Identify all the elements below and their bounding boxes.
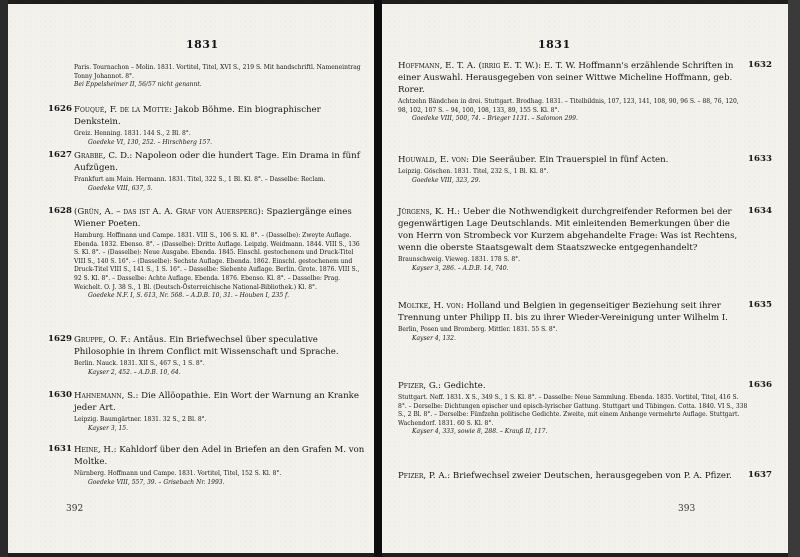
entry-title: Briefwechsel zweier Deutschen, herausgegeben von P. A. Pfizer. bbox=[450, 471, 732, 481]
entry-1629 bbox=[48, 334, 366, 377]
entry-details: Berlin. Nauck. 1831. XII S., 467 S., 1 S. 8°. bbox=[74, 360, 205, 367]
entry-number: 1635 bbox=[748, 300, 772, 310]
entry-author: Hahnemann, S.: bbox=[74, 391, 139, 401]
entry-number: 1637 bbox=[748, 470, 772, 480]
left-page bbox=[8, 4, 374, 553]
right-page-number: 393 bbox=[678, 504, 696, 514]
continuation-entry bbox=[74, 64, 366, 90]
entry-author: Gruppe, O. F.: bbox=[74, 335, 131, 345]
entry-1634 bbox=[398, 206, 772, 273]
entry-details: Paris. Tournachon – Molin. 1831. Vortitel, Titel, XVI S., 219 S. Mit handschriftl. Nameneintrag Tonny Johannot. 8°. bbox=[74, 64, 361, 80]
right-page bbox=[382, 4, 788, 553]
entry-1628 bbox=[48, 206, 366, 301]
right-page-year: 1831 bbox=[538, 38, 571, 51]
entry-number: 1636 bbox=[748, 380, 772, 390]
entry-title: Kahldorf über den Adel in Briefen an den Grafen M. von Moltke. bbox=[74, 445, 365, 467]
entry-title: Ueber die Nothwendigkeit durchgreifender Reformen bei der gegenwärtigen Lage Deutschlands. Mit einleitenden Bemerkungen über die von Herrn von Strombeck vor Kurzem abgehandelte Frage: Was ist Rechtens, wenn die oberste Staatsgewalt dem Staatszwecke entgegenhandelt? bbox=[398, 207, 738, 253]
entry-refs: Goedeke VIII, 637, 5. bbox=[88, 184, 153, 192]
scan-edge-left bbox=[0, 0, 8, 557]
entry-title: Antäus. Ein Briefwechsel über speculative Philosophie in ihrem Conflict mit Wissenschaft und Sprache. bbox=[74, 335, 339, 357]
entry-author: Moltke, H. von: bbox=[398, 301, 464, 311]
entry-author: Grabbe, C. D.: bbox=[74, 151, 133, 161]
entry-number: 1631 bbox=[48, 444, 72, 454]
entry-details: Stuttgart. Neff. 1831. X S., 349 S., 1 S. Kl. 8°. – Dasselbe: Neue Sammlung. Ebenda. 1835. Vortitel, Titel, 416 S. 8°. – Derselbe: Dichtungen epischer und episch-lyrischer Gattung. Stuttgart und Tübingen. Cotta. 1840. VI S., 338 S., 2 Bl. 8°. – Derselbe: Fünfzehn politische Gedichte. Zweite, mit einem Anhange vermehrte Auflage. Stuttgart. Wachendorf. 1831. 60 S. Kl. 8°. bbox=[398, 394, 748, 427]
entry-number: 1632 bbox=[748, 60, 772, 70]
entry-author: (Grün, A. – das ist A. A. Graf von Auersperg): bbox=[74, 207, 264, 217]
entry-details: Nürnberg. Hoffmann und Campe. 1831. Vortitel, Titel, 152 S. Kl. 8°. bbox=[74, 470, 282, 477]
entry-author: Hoffmann, E. T. A. (irrig E. T. W.): bbox=[398, 61, 542, 71]
entry-title: Die Allöopathie. Ein Wort der Warnung an Kranke jeder Art. bbox=[74, 391, 359, 413]
scan-edge-right bbox=[788, 0, 800, 557]
entry-details: Berlin, Posen und Bromberg. Mittler. 1831. 55 S. 8°. bbox=[398, 326, 558, 333]
entry-author: Pfizer, G.: bbox=[398, 381, 442, 391]
entry-details: Greiz. Henning. 1831. 144 S., 2 Bl. 8°. bbox=[74, 130, 191, 137]
entry-1627 bbox=[48, 150, 366, 193]
entry-refs: Goedeke VI, 130, 252. – Hirschberg 157. bbox=[88, 138, 213, 146]
entry-refs: Goedeke N.F. I, S. 613, Nr. 568. – A.D.B. 10, 31. – Houben I, 235 f. bbox=[88, 292, 289, 300]
entry-author: Jürgens, K. H.: bbox=[398, 207, 461, 217]
left-page-year: 1831 bbox=[186, 38, 219, 51]
entry-refs: Bei Eppelsheimer II, 56/57 nicht genannt. bbox=[74, 81, 202, 89]
entry-refs: Kayser 4, 333, sowie 8, 288. – Krauß II, 117. bbox=[412, 428, 548, 436]
entry-author: Houwald, E. von: bbox=[398, 155, 469, 165]
entry-number: 1633 bbox=[748, 154, 772, 164]
entry-title: Napoleon oder die hundert Tage. Ein Drama in fünf Aufzügen. bbox=[74, 151, 360, 173]
entry-details: Leipzig. Göschen. 1831. Titel, 232 S., 1 Bl. Kl. 8°. bbox=[398, 168, 549, 175]
entry-1630 bbox=[48, 390, 366, 433]
entry-refs: Kayser 4, 132. bbox=[412, 334, 456, 342]
entry-1637 bbox=[398, 470, 772, 482]
entry-number: 1634 bbox=[748, 206, 772, 216]
entry-1626 bbox=[48, 104, 366, 147]
book-gutter bbox=[374, 0, 382, 557]
entry-author: Heine, H.: bbox=[74, 445, 117, 455]
entry-title: E. T. W. Hoffmann's erzählende Schriften in einer Auswahl. Herausgegeben von seiner Wittwe Micheline Hoffmann, geb. Rorer. bbox=[398, 61, 734, 95]
entry-author: Fouqué, F. de la Motte: bbox=[74, 105, 172, 115]
entry-details: Frankfurt am Main. Hermann. 1831. Titel, 322 S., 1 Bl. Kl. 8°. – Dasselbe: Reclam. bbox=[74, 176, 326, 183]
entry-1633 bbox=[398, 154, 772, 185]
entry-author: Pfizer, P. A.: bbox=[398, 471, 451, 481]
entry-number: 1629 bbox=[48, 334, 72, 344]
entry-1635 bbox=[398, 300, 772, 343]
entry-1636 bbox=[398, 380, 772, 437]
entry-details: Leipzig. Baumgärtner. 1831. 32 S., 2 Bl. 8°. bbox=[74, 416, 207, 423]
entry-details: Achtzehn Bändchen in drei. Stuttgart. Brodhag. 1831. – Titelbildnis, 107, 123, 141, 108, 90, 96 S. – 88, 76, 120, 98, 102, 107 S. – 94, 100, 108, 133, 89, 155 S. Kl. 8°. bbox=[398, 98, 739, 114]
entry-title: Gedichte. bbox=[441, 381, 486, 391]
entry-title: Die Seeräuber. Ein Trauerspiel in fünf Acten. bbox=[468, 155, 669, 165]
entry-number: 1630 bbox=[48, 390, 72, 400]
entry-1631 bbox=[48, 444, 366, 487]
entry-refs: Goedeke VIII, 557, 39. – Grisebach Nr. 1993. bbox=[88, 478, 225, 486]
entry-number: 1627 bbox=[48, 150, 72, 160]
entry-title: Jakob Böhme. Ein biographischer Denkstein. bbox=[74, 105, 321, 127]
entry-title: Holland und Belgien in gegenseitiger Beziehung seit ihrer Trennung unter Philipp II. bis zu ihrer Wieder-Vereinigung unter Wilhelm I. bbox=[398, 301, 728, 323]
entry-number: 1628 bbox=[48, 206, 72, 216]
entry-details: Braunschweig. Vieweg. 1831. 178 S. 8°. bbox=[398, 256, 521, 263]
entry-number: 1626 bbox=[48, 104, 72, 114]
entry-refs: Kayser 3, 286. – A.D.B. 14, 740. bbox=[412, 264, 509, 272]
entry-1632 bbox=[398, 60, 772, 124]
entry-details: Hamburg. Hoffmann und Campe. 1831. VIII S., 106 S. Kl. 8°. – (Dasselbe): Zweyte Auflage. Ebenda. 1832. Ebenso. 8°. – (Dasselbe): Dritte Auflage. Leipzig. Weidmann. 1844. VIII S., 136 S. Kl. 8°. – (Dasselbe): Neue Ausgabe. Ebenda. 1845. Einschl. gestochenem und Druck-Titel VIII S., 140 S. 16°. – (Dasselbe): Sechste Auflage. Ebenda. 1862. Einschl. gestochenem und Druck-Titel VIII S., 141 S., 1 S. 16°. – Dasselbe: Siebente Auflage. Berlin. Grote. 1876. VIII S., 92 S. Kl. 8°. – Dasselbe: Achte Auflage. Ebenda. 1876. Ebenso. Kl. 8°. – Dasselbe: Prag. Weichelt. O. J. 38 S., 1 Bl. (Deutsch-Österreichische National-Bibliothek.) Kl. 8°. bbox=[74, 232, 360, 291]
entry-refs: Goedeke VIII, 500, 74. – Brieger 1131. – Salomon 299. bbox=[412, 115, 578, 123]
entry-refs: Kayser 2, 452. – A.D.B. 10, 64. bbox=[88, 368, 181, 376]
left-page-number: 392 bbox=[66, 504, 84, 514]
entry-refs: Goedeke VIII, 323, 29. bbox=[412, 176, 481, 184]
entry-title: Spaziergänge eines Wiener Poeten. bbox=[74, 207, 352, 229]
entry-refs: Kayser 3, 15. bbox=[88, 424, 129, 432]
